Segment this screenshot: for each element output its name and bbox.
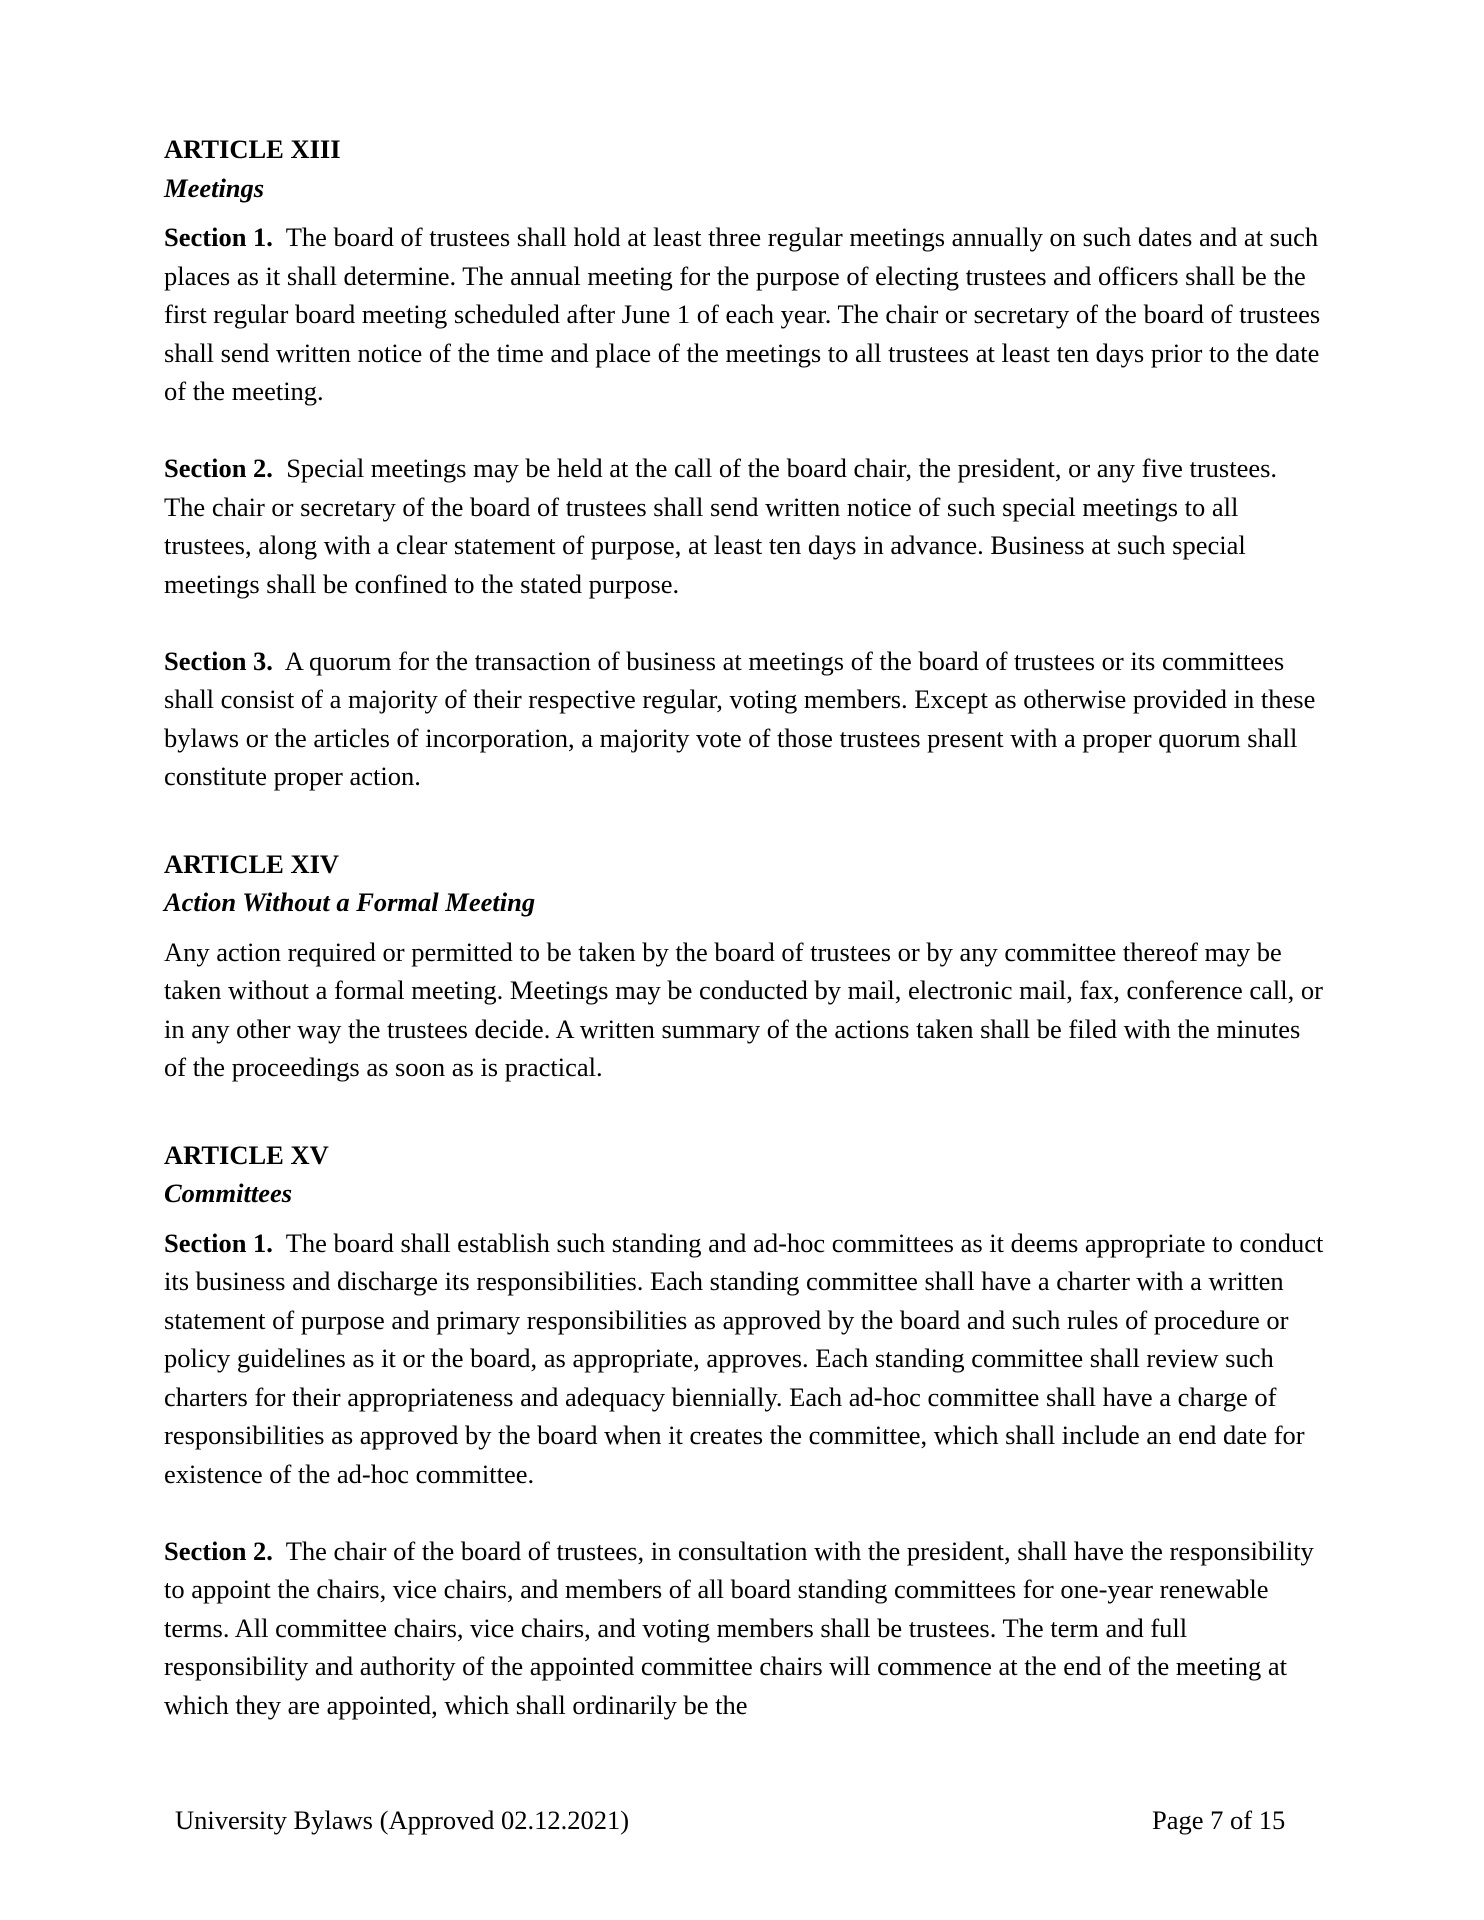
- page-content: [164, 130, 1324, 1724]
- section-paragraph: [164, 449, 1324, 603]
- article-title: Meetings: [164, 172, 265, 203]
- section-text: The chair of the board of trustees, in consultation with the president, shall have the responsibility to appoint the chairs, vice chairs, and members of all board standing committees for one-year renewable terms. All committee chairs, vice chairs, and voting members shall be trustees. The term and full responsibility and authority of the appointed committee chairs will commence at the end of the meeting at which they are appointed, which shall ordinarily be the: [164, 1535, 1314, 1720]
- section-paragraph: [164, 1224, 1324, 1494]
- article-xiii: [164, 130, 1324, 796]
- section-text: The board shall establish such standing and ad-hoc committees as it deems appropriate to conduct its business and discharge its responsibilities. Each standing committee shall have a charter with a written statement of purpose and primary responsibilities as approved by the board and such rules of procedure or policy guidelines as it or the board, as appropriate, approves. Each standing committee shall review such charters for their appropriateness and adequacy biennially. Each ad-hoc committee shall have a charge of responsibilities as approved by the board when it creates the committee, which shall include an end date for existence of the ad-hoc committee.: [164, 1227, 1324, 1489]
- section-text: Special meetings may be held at the call of the board chair, the president, or any five trustees. The chair or secretary of the board of trustees shall send written notice of such special meetings to all trustees, along with a clear statement of purpose, at least ten days in advance. Business at such special meetings shall be confined to the stated purpose.: [164, 453, 1278, 599]
- footer-page-number: Page 7 of 15: [1152, 1805, 1286, 1835]
- section-label: Section 2.: [164, 453, 273, 483]
- section-label: Section 1.: [164, 1227, 273, 1258]
- article-xiv: [164, 845, 1324, 1087]
- section-paragraph: [164, 218, 1324, 411]
- section-label: Section 2.: [164, 1535, 273, 1566]
- article-number: ARTICLE XIII: [164, 134, 341, 164]
- article-number: ARTICLE XIV: [164, 848, 340, 879]
- section-label: Section 1.: [164, 222, 273, 252]
- article-paragraph: Any action required or permitted to be taken by the board of trustees or by any committee thereof may be taken without a formal meeting. Meetings may be conducted by mail, electronic mail, fax, conference call, or in any other way the trustees decide. A written summary of the actions taken shall be filed with the minutes of the proceedings as soon as is practical.: [164, 936, 1323, 1082]
- section-paragraph: [164, 642, 1324, 796]
- section-paragraph: [164, 1532, 1324, 1725]
- footer-document-title: University Bylaws (Approved 02.12.2021): [175, 1805, 630, 1835]
- article-title: Action Without a Formal Meeting: [164, 887, 536, 917]
- article-xv: [164, 1136, 1324, 1725]
- article-number: ARTICLE XV: [164, 1139, 329, 1170]
- article-title: Committees: [164, 1178, 293, 1208]
- section-label: Section 3.: [164, 645, 273, 676]
- section-text: The board of trustees shall hold at least three regular meetings annually on such dates and at such places as it shall determine. The annual meeting for the purpose of electing trustees and officers shall be the first regular board meeting scheduled after June 1 of each year. The chair or secretary of the board of trustees shall send written notice of the time and place of the meetings to all trustees at least ten days prior to the date of the meeting.: [164, 222, 1321, 406]
- section-text: A quorum for the transaction of business at meetings of the board of trustees or its committees shall consist of a majority of their respective regular, voting members. Except as otherwise provided in these bylaws or the articles of incorporation, a majority vote of those trustees present with a proper quorum shall constitute proper action.: [164, 645, 1316, 791]
